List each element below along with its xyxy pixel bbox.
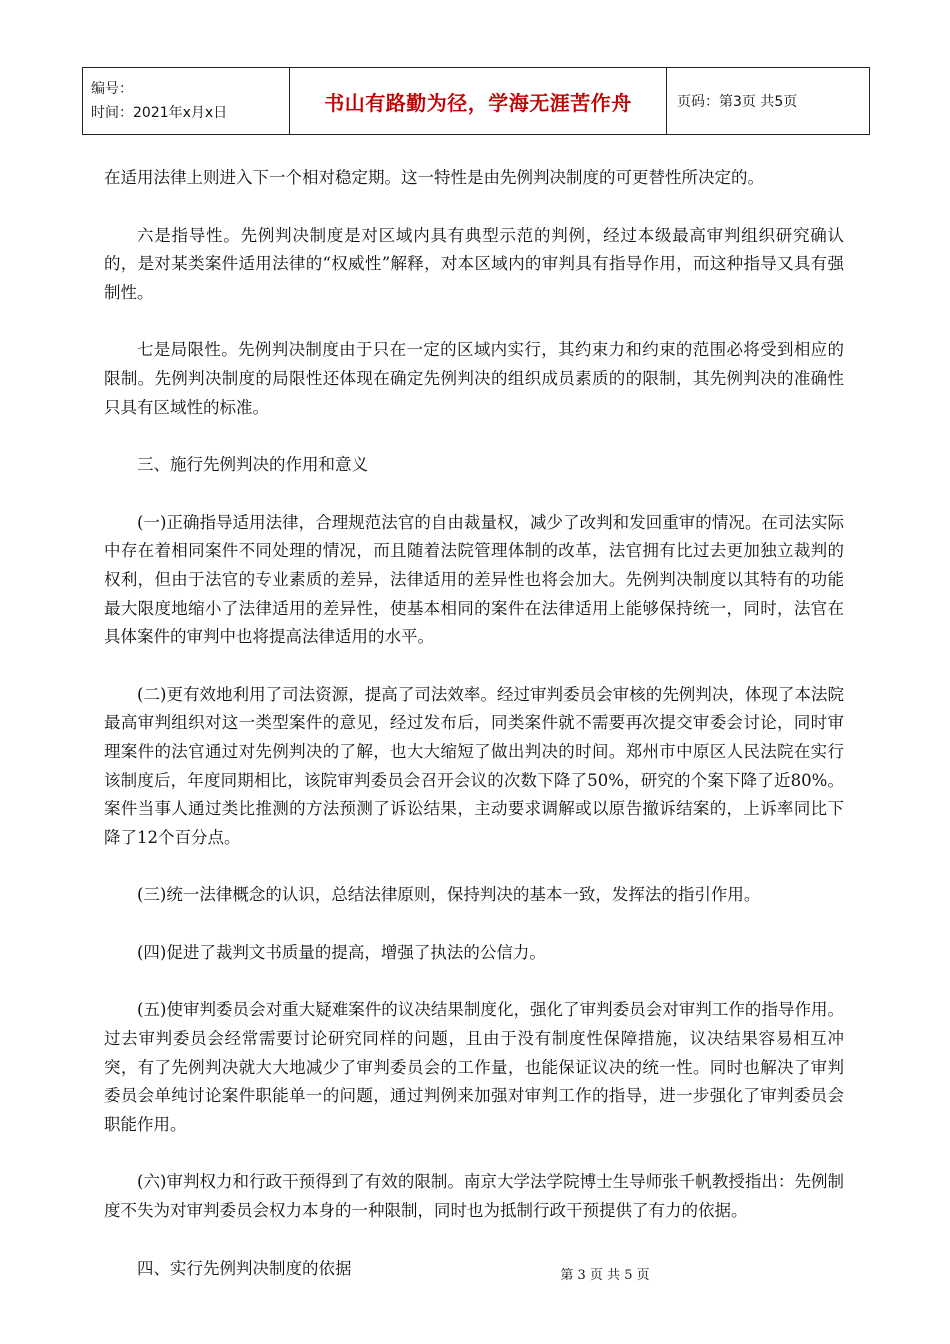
paragraph: (三)统一法律概念的认识，总结法律原则，保持判决的基本一致，发挥法的指引作用。 — [137, 885, 761, 905]
paragraph: 六是指导性。先例判决制度是对区域内具有典型示范的判例，经过本级最高审判组织研究确认的，是对某类案件适用法律的“权威性”解释，对本区域内的审判具有指导作用，而这种指导又具有强制性。 — [104, 225, 844, 302]
header-motto: 书山有路勤为径，学海无涯苦作舟 — [290, 68, 667, 135]
header-page-info: 页码：第3页 共5页 — [667, 68, 870, 135]
paragraph: (四)促进了裁判文书质量的提高，增强了执法的公信力。 — [137, 942, 546, 962]
paragraph: (二)更有效地利用了司法资源，提高了司法效率。经过审判委员会审核的先例判决，体现了本法院最高审判组织对这一类型案件的意见，经过发布后，同类案件就不需要再次提交审委会讨论，同时审理案件的法官通过对先例判决的了解，也大大缩短了做出判决的时间。郑州市中原区人民法院在实行该制度后，年度同期相比，该院审判委员会召开会议的次数下降了50%，研究的个案下降了近80%。案件当事人通过类比推测的方法预测了诉讼结果，主动要求调解或以原告撤诉结案的，上诉率同比下降了12个百分点。 — [104, 684, 844, 847]
document-number-label: 编号： — [91, 81, 133, 97]
paragraph: 在适用法律上则进入下一个相对稳定期。这一特性是由先例判决制度的可更替性所决定的。 — [104, 168, 764, 187]
section-heading: 三、施行先例判决的作用和意义 — [137, 455, 368, 475]
paragraph: 七是局限性。先例判决制度由于只在一定的区域内实行，其约束力和约束的范围必将受到相应的限制。先例判决制度的局限性还体现在确定先例判决的组织成员素质的的限制，其先例判决的准确性只具有区域性的标准。 — [104, 340, 844, 417]
document-body — [104, 164, 844, 1312]
section-heading: 四、实行先例判决制度的依据 — [137, 1258, 352, 1278]
page-footer: 第 3 页 共 5 页 — [560, 1268, 650, 1283]
paragraph: (一)正确指导适用法律，合理规范法官的自由裁量权，减少了改判和发回重审的情况。在司法实际中存在着相同案件不同处理的情况，而且随着法院管理体制的改革，法官拥有比过去更加独立裁判的权利，但由于法官的专业素质的差异，法律适用的差异性也将会加大。先例判决制度以其特有的功能最大限度地缩小了法律适用的差异性，使基本相同的案件在法律适用上能够保持统一，同时，法官在具体案件的审判中也将提高法律适用的水平。 — [104, 512, 844, 647]
document-header — [82, 67, 870, 135]
paragraph: (五)使审判委员会对重大疑难案件的议决结果制度化，强化了审判委员会对审判工作的指导作用。过去审判委员会经常需要讨论研究同样的问题，且由于没有制度性保障措施，议决结果容易相互冲突，有了先例判决就大大地减少了审判委员会的工作量，也能保证议决的统一性。同时也解决了审判委员会单纯讨论案件职能单一的问题，通过判例来加强对审判工作的指导，进一步强化了审判委员会职能作用。 — [104, 1000, 844, 1134]
paragraph: (六)审判权力和行政干预得到了有效的限制。南京大学法学院博士生导师张千帆教授指出：先例制度不失为对审判委员会权力本身的一种限制，同时也为抵制行政干预提供了有力的依据。 — [104, 1172, 844, 1221]
header-meta — [83, 68, 290, 135]
document-time-label: 时间：2021年x月x日 — [91, 105, 228, 121]
